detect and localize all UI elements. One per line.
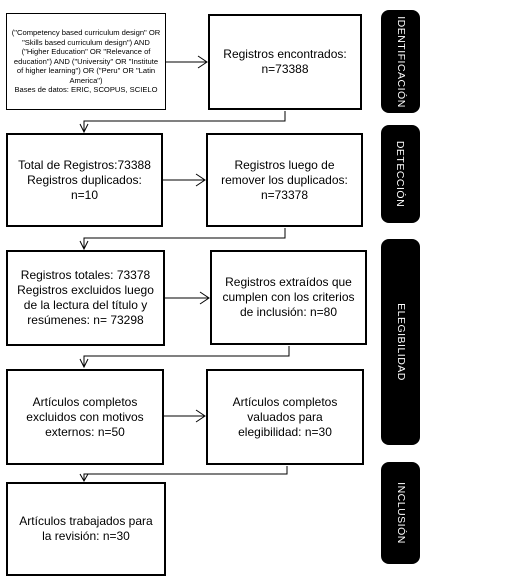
- articulos-trabajados-text: Artículos trabajados para la revisión: n=30: [19, 514, 153, 543]
- registros-sin-duplicados-text: Registros luego de remover los duplicados: n=73378: [221, 157, 348, 202]
- registros-totales-text: Registros totales: 73378 Registros excluidos luego de la lectura del título y resúmenes: n= 73298: [17, 268, 154, 327]
- articulos-excluidos-text: Artículos completos excluidos con motivos externos: n=50: [26, 394, 144, 439]
- articulos-evaluados-text: Artículos completos valuados para elegibilidad: n=30: [232, 394, 338, 439]
- stage-deteccion-label: DETECCIÓN: [394, 140, 407, 208]
- stage-inclusion-label: INCLUSIÓN: [394, 482, 407, 544]
- arrow-found-to-total: [84, 111, 285, 131]
- total-registros-text: Total de Registros:73388 Registros duplicados: n=10: [18, 157, 151, 202]
- arrow-dedup-to-totales: [84, 228, 285, 248]
- arrow-evaluados-to-trabajados: [84, 466, 287, 480]
- registros-encontrados-text: Registros encontrados: n=73388: [223, 47, 347, 76]
- arrow-extraidos-to-excluidos: [84, 346, 289, 367]
- search-query-text: ("Competency based curriculum design" OR "Skills based curriculum design") AND ("Higher Education" OR "Relevance of education") AND ("University" OR "Institute of higher learning") OR ("Peru" OR "Latin America") Bases de datos: ERIC, SCOPUS, SCIELO: [11, 27, 161, 95]
- stage-elegibilidad-label: ELEGIBILIDAD: [394, 303, 407, 381]
- registros-extraidos-text: Registros extraídos que cumplen con los criterios de inclusión: n=80: [222, 275, 355, 319]
- stage-identificacion-label: IDENTIFICACIÓN: [394, 15, 407, 108]
